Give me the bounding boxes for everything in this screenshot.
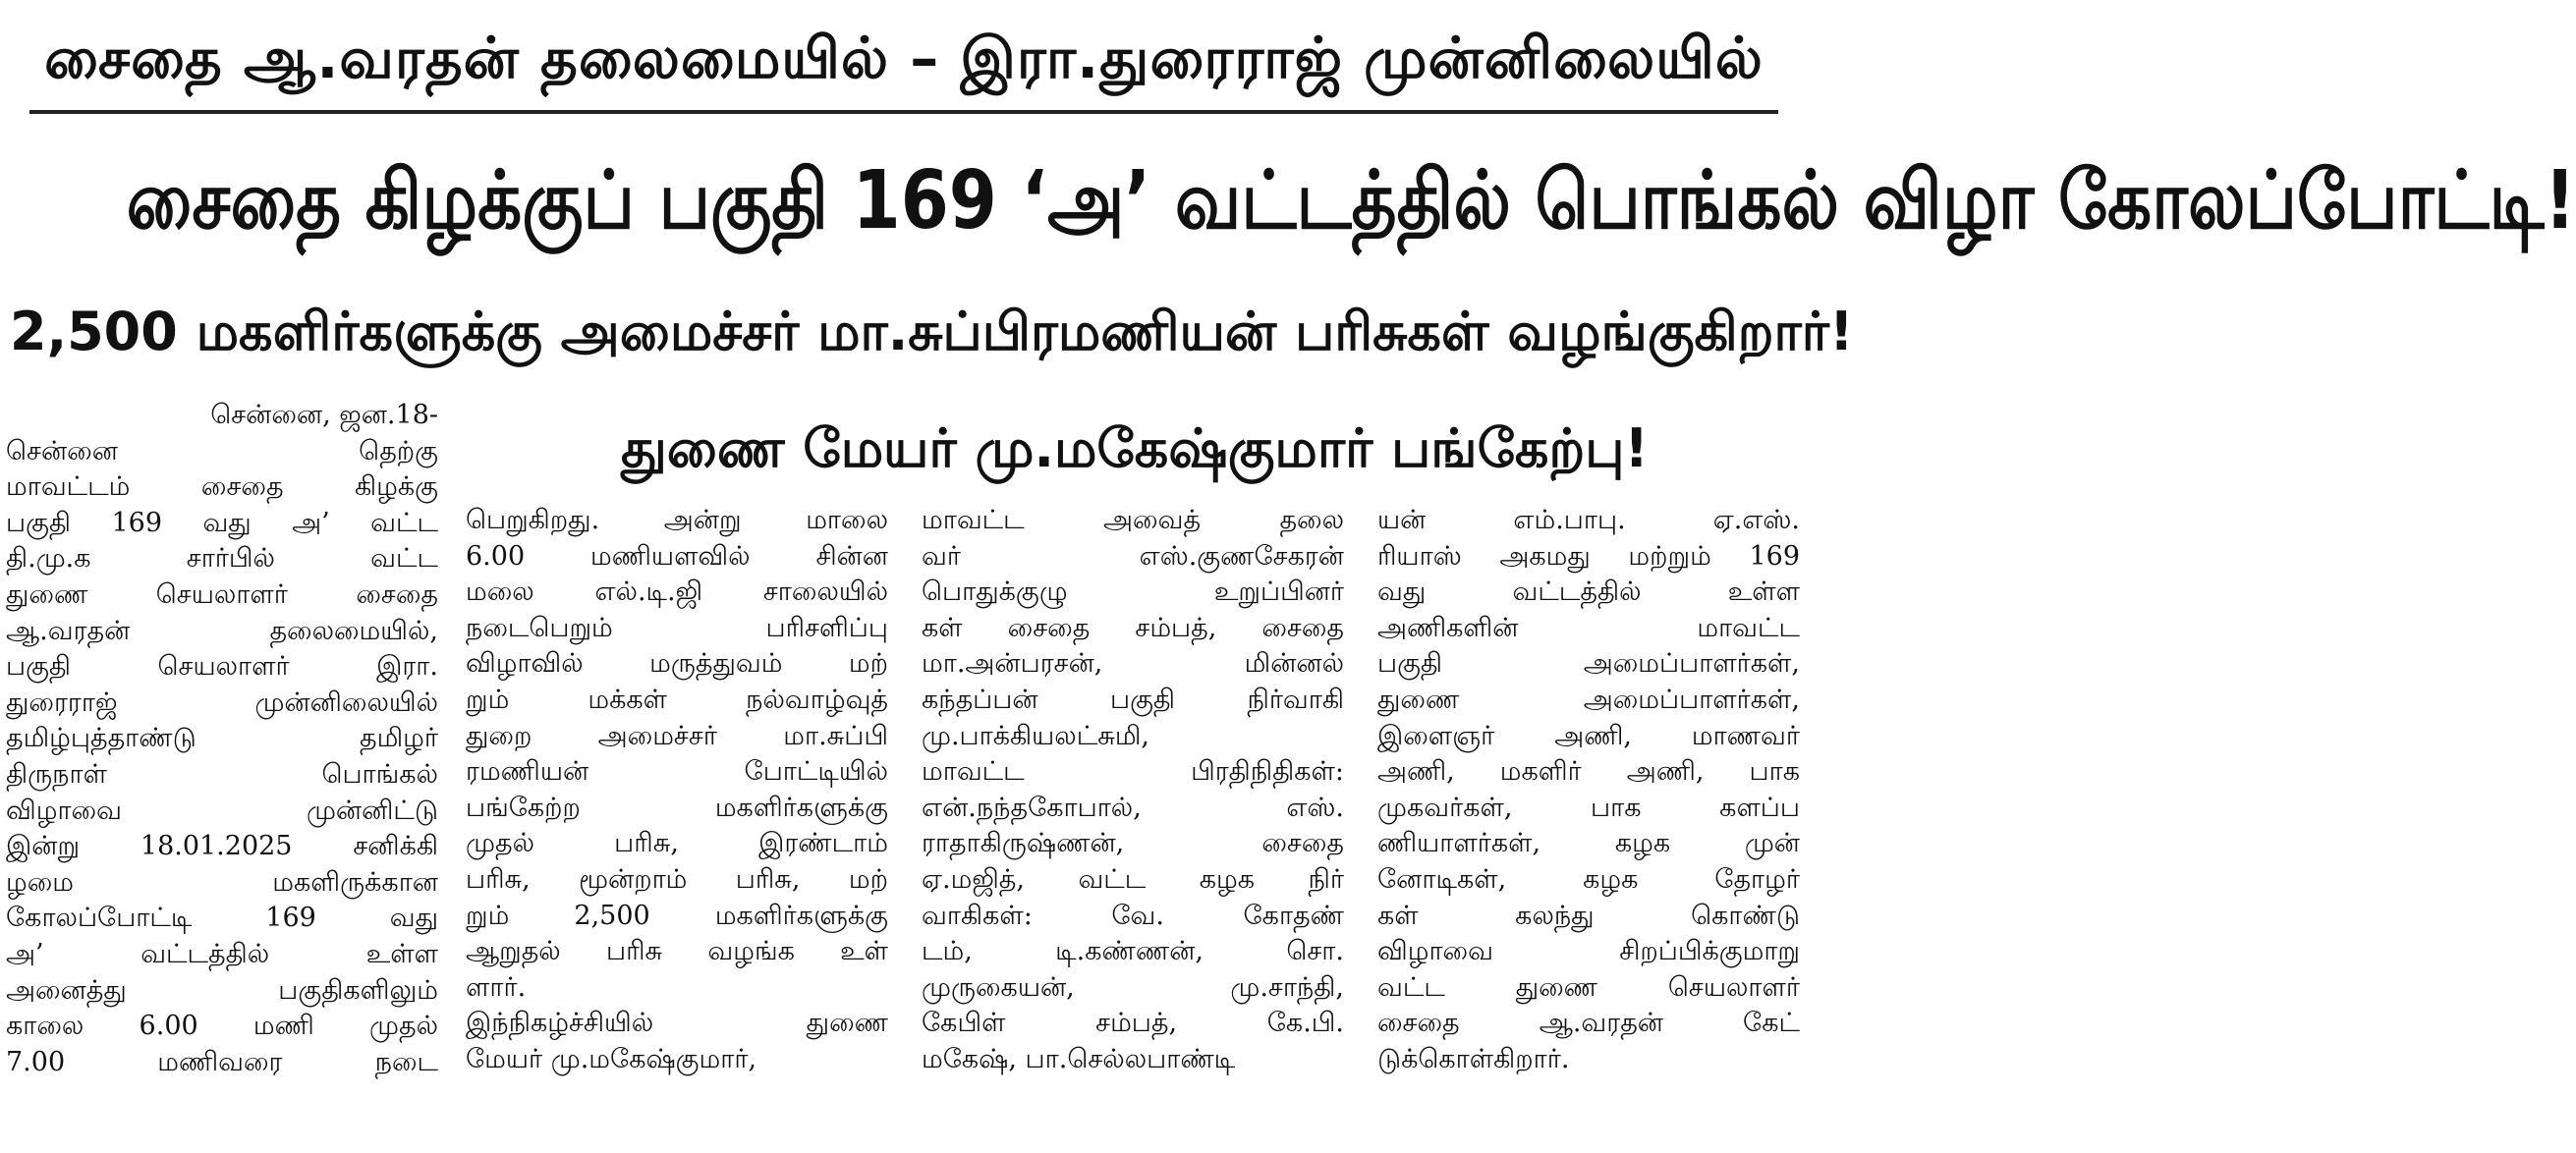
body-line: இன்று 18.01.2025 சனிக்கி — [6, 831, 438, 862]
body-line: பகுதி செயலாளர் இரா. — [6, 651, 438, 683]
body-line: கள் கலந்து கொண்டு — [1377, 900, 1800, 931]
body-line: இளைஞர் அணி, மாணவர் — [1377, 720, 1800, 751]
subheadline-secondary: துணை மேயர் மு.மகேஷ்குமார் பங்கேற்பு! — [620, 417, 1650, 479]
body-line: மகேஷ், பா.செல்லபாண்டி — [922, 1043, 1236, 1074]
body-line: கோலப்போட்டி 169 வது — [6, 903, 438, 934]
body-line: ஆ.வரதன் தலைமையில், — [6, 615, 438, 646]
body-line: டுக்கொள்கிறார். — [1377, 1043, 1570, 1074]
body-line: துணை அமைப்பாளர்கள், — [1377, 684, 1800, 715]
body-line: பரிசு, மூன்றாம் பரிசு, மற் — [466, 863, 888, 895]
body-line: ழமை மகளிருக்கான — [6, 866, 438, 898]
body-line: கேபிள் சம்பத், கே.பி. — [922, 1008, 1344, 1039]
kicker-line: சைதை ஆ.வரதன் தலைமையில் – இரா.துரைராஜ் முன்னிலையில் — [44, 25, 1764, 91]
body-line: பகுதி 169 வது அ’ வட்ட — [6, 507, 438, 538]
body-line: திருநாள் பொங்கல் — [6, 758, 438, 790]
body-line: துரைராஜ் முன்னிலையில் — [6, 686, 438, 718]
body-line: பகுதி அமைப்பாளர்கள், — [1377, 648, 1800, 680]
body-line: றும் 2,500 மகளிர்களுக்கு — [466, 900, 888, 931]
body-line: அனைத்து பகுதிகளிலும் — [6, 974, 438, 1006]
body-line: னோடிகள், கழக தோழர் — [1377, 863, 1800, 895]
body-line: மாவட்ட பிரதிநிதிகள்: — [922, 756, 1344, 788]
body-line: அணிகளின் மாவட்ட — [1377, 612, 1800, 643]
body-line: ரமணியன் போட்டியில் — [466, 756, 888, 788]
body-line: துறை அமைச்சர் மா.சுப்பி — [466, 720, 888, 751]
body-line: மு.பாக்கியலட்சுமி, — [922, 720, 1149, 751]
body-column-3 — [922, 503, 1344, 1078]
body-column-1 — [6, 398, 438, 1080]
body-line: சைதை ஆ.வரதன் கேட் — [1377, 1008, 1800, 1039]
body-line: மா.அன்பரசன், மின்னல் — [922, 648, 1344, 680]
body-line: பங்கேற்ற மகளிர்களுக்கு — [466, 792, 888, 823]
body-line: மாவட்ட அவைத் தலை — [922, 505, 1344, 535]
subheadline: 2,500 மகளிர்களுக்கு அமைச்சர் மா.சுப்பிரமணியன் பரிசுகள் வழங்குகிறார்! — [10, 301, 1854, 362]
body-line: முகவர்கள், பாக களப்ப — [1377, 792, 1800, 823]
body-line: மேயர் மு.மகேஷ்குமார், — [466, 1043, 757, 1074]
body-line: ஏ.மஜித், வட்ட கழக நிர் — [922, 863, 1344, 895]
body-line: தி.மு.க சார்பில் வட்ட — [6, 543, 438, 575]
body-line: பெறுகிறது. அன்று மாலை — [466, 505, 888, 535]
body-line: சென்னை தெற்கு — [6, 435, 438, 467]
body-line: 6.00 மணியளவில் சின்ன — [466, 540, 888, 572]
body-line: ராதாகிருஷ்ணன், சைதை — [922, 828, 1344, 859]
body-column-2 — [466, 503, 888, 1078]
body-line: தமிழ்புத்தாண்டு தமிழர் — [6, 723, 438, 754]
body-line: வர் எஸ்.குணசேகரன் — [922, 540, 1344, 572]
body-line: விழாவில் மருத்துவம் மற் — [466, 648, 888, 680]
body-line: மலை எல்.டி.ஜி சாலையில் — [466, 576, 888, 608]
body-line: துணை செயலாளர் சைதை — [6, 578, 438, 610]
body-line: என்.நந்தகோபால், எஸ். — [922, 792, 1344, 823]
body-line: ளார். — [466, 971, 527, 1003]
body-line: கந்தப்பன் பகுதி நிர்வாகி — [922, 684, 1344, 715]
body-column-4 — [1377, 503, 1800, 1078]
body-line: 7.00 மணிவரை நடை — [6, 1046, 438, 1077]
body-line: முருகையன், மு.சாந்தி, — [922, 971, 1344, 1003]
body-line: முதல் பரிசு, இரண்டாம் — [466, 828, 888, 859]
body-line: நடைபெறும் பரிசளிப்பு — [466, 612, 888, 643]
body-line: ரியாஸ் அகமது மற்றும் 169 — [1377, 540, 1800, 572]
divider-rule — [29, 110, 1778, 114]
body-line: ஆறுதல் பரிசு வழங்க உள் — [466, 936, 888, 967]
body-line: பொதுக்குழு உறுப்பினர் — [922, 576, 1344, 608]
body-line: ணியாளர்கள், கழக முன் — [1377, 828, 1800, 859]
body-line: சென்னை, ஜன.18- — [210, 400, 438, 430]
body-line: வாகிகள்: வே. கோதண் — [922, 900, 1344, 931]
body-line: இந்நிகழ்ச்சியில் துணை — [466, 1008, 888, 1039]
body-line: அணி, மகளிர் அணி, பாக — [1377, 756, 1800, 788]
body-line: அ’ வட்டத்தில் உள்ள — [6, 938, 438, 969]
body-line: வது வட்டத்தில் உள்ள — [1377, 576, 1800, 608]
body-line: விழாவை சிறப்பிக்குமாறு — [1377, 936, 1800, 967]
headline: சைதை கிழக்குப் பகுதி 169 ‘அ’ வட்டத்தில் பொங்கல் விழா கோலப்போட்டி! — [126, 154, 2576, 247]
body-line: றும் மக்கள் நல்வாழ்வுத் — [466, 684, 888, 715]
body-line: யன் எம்.பாபு. ஏ.எஸ். — [1377, 505, 1800, 535]
body-line: டம், டி.கண்ணன், சொ. — [922, 936, 1344, 967]
body-line: கள் சைதை சம்பத், சைதை — [922, 612, 1344, 643]
body-line: காலை 6.00 மணி முதல் — [6, 1011, 438, 1042]
body-line: விழாவை முன்னிட்டு — [6, 795, 438, 826]
body-line: வட்ட துணை செயலாளர் — [1377, 971, 1800, 1003]
body-line: மாவட்டம் சைதை கிழக்கு — [6, 471, 438, 503]
